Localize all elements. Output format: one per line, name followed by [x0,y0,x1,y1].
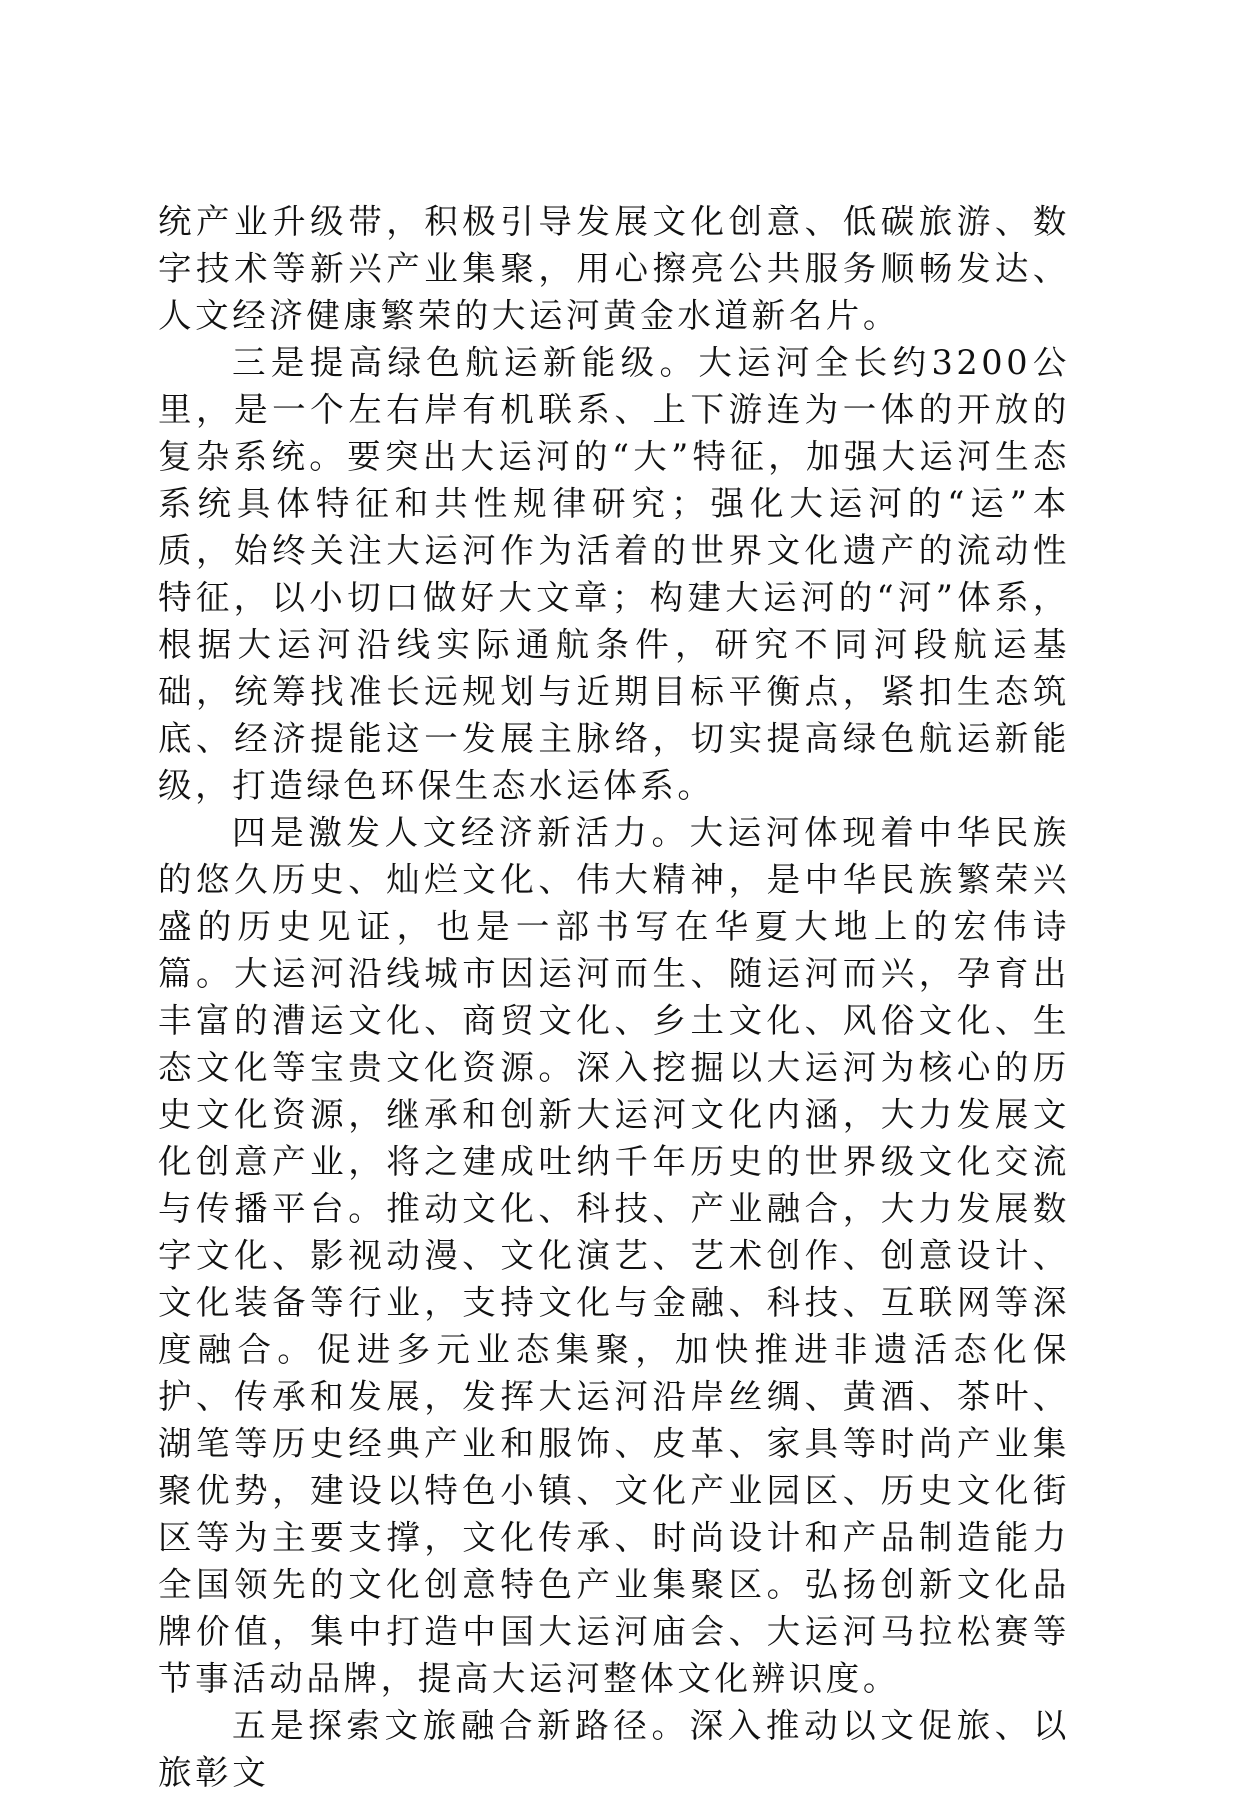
body-text [158,198,1070,1796]
paragraph-cultural-economy: 四是激发人文经济新活力。大运河体现着中华民族的悠久历史、灿烂文化、伟大精神，是中华民族繁荣兴盛的历史见证，也是一部书写在华夏大地上的宏伟诗篇。大运河沿线城市因运河而生、随运河而兴，孕育出丰富的漕运文化、商贸文化、乡土文化、风俗文化、生态文化等宝贵文化资源。深入挖掘以大运河为核心的历史文化资源，继承和创新大运河文化内涵，大力发展文化创意产业，将之建成吐纳千年历史的世界级文化交流与传播平台。推动文化、科技、产业融合，大力发展数字文化、影视动漫、文化演艺、艺术创作、创意设计、文化装备等行业，支持文化与金融、科技、互联网等深度融合。促进多元业态集聚，加快推进非遗活态化保护、传承和发展，发挥大运河沿岸丝绸、黄酒、茶叶、湖笔等历史经典产业和服饰、皮革、家具等时尚产业集聚优势，建设以特色小镇、文化产业园区、历史文化街区等为主要支撑，文化传承、时尚设计和产品制造能力全国领先的文化创意特色产业集聚区。弘扬创新文化品牌价值，集中打造中国大运河庙会、大运河马拉松赛等节事活动品牌，提高大运河整体文化辨识度。 [158,813,1070,1698]
paragraph-culture-tourism: 五是探索文旅融合新路径。深入推动以文促旅、以旅彰文 [158,1706,1070,1792]
paragraph-green-shipping: 三是提高绿色航运新能级。大运河全长约3200公里，是一个左右岸有机联系、上下游连为一体的开放的复杂系统。要突出大运河的“大”特征，加强大运河生态系统具体特征和共性规律研究；强化大运河的“运”本质，始终关注大运河作为活着的世界文化遗产的流动性特征，以小切口做好大文章；构建大运河的“河”体系，根据大运河沿线实际通航条件，研究不同河段航运基础，统筹找准长远规划与近期目标平衡点，紧扣生态筑底、经济提能这一发展主脉络，切实提高绿色航运新能级，打造绿色环保生态水运体系。 [158,343,1070,805]
paragraph-continuation: 统产业升级带，积极引导发展文化创意、低碳旅游、数字技术等新兴产业集聚，用心擦亮公共服务顺畅发达、人文经济健康繁荣的大运河黄金水道新名片。 [158,202,1070,335]
